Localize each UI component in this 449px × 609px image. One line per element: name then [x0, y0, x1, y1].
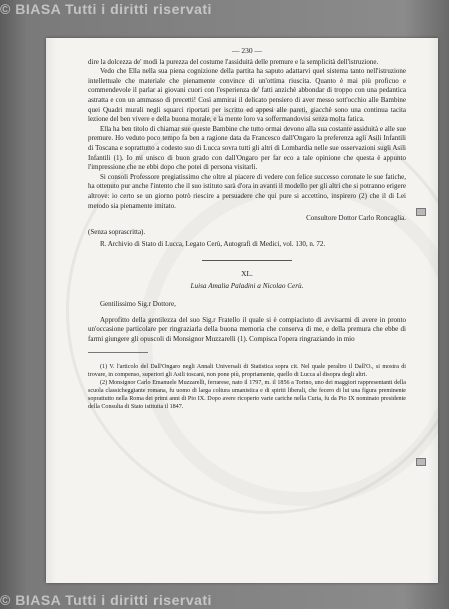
paragraph-4: Si consoli Professore pregiatissimo che oltre al piacere di vedere con felice successo coronate le sue fatiche, ha ottenuto pur anche l'intento che il suo istituto sarà d'ora in avanti il modello per gli altri che si potranno erigere altrove: io certo se un giorno potrò riescire a persuadere che qui pure si accettino, inspirero (2) che il di Lei metodo sia pienamente imitato. — [88, 172, 407, 210]
footnote-2: (2) Monsignor Carlo Emanuele Muzzarelli, ferrarese, nato il 1797, m. il 1856 a Torino, uno dei maggiori rappresentanti della scuola classicheggiante romana, fu uomo di larga coltura umanistica e di spiriti liberali, che fecero di lui una figura preminente soprattutto nella Roma dei primi anni di Pio IX. Dopo avere ricoperto varie cariche nella Curia, fu da Pio IX nominato presidente della Consulta di Stato istituita il 1847. — [88, 380, 406, 411]
footnotes — [88, 363, 406, 411]
paragraph-5: Approfitto della gentilezza del suo Sig.r Fratello il quale si è compiaciuto di avvisarmi di avere in pronto un'occasione particolare per ringraziarla della buona memoria che conserva di me, e della premura che ebbe di farmi giungere gli opuscoli di Monsignor Muzzarelli (1). Compisca l'opera ringraziando in mio — [88, 315, 406, 343]
section-title: Luisa Amalia Paladini a Nicolao Cerù. — [190, 282, 304, 291]
binding-clamp-icon — [416, 458, 426, 466]
archival-source: R. Archivio di Stato di Lucca, Legato Cerù, Autografi di Medici, vol. 130, n. 72. — [100, 240, 326, 249]
section-divider — [202, 260, 292, 261]
page-edge-right — [428, 38, 438, 583]
signature: Consultore Dottor Carlo Roncaglia. — [306, 214, 406, 223]
watermark-top: © BIASA Tutti i diritti riservati — [0, 1, 212, 17]
page-number: — 230 — — [232, 46, 262, 55]
footnote-divider — [88, 352, 148, 353]
letter-greeting: Gentilissimo Sig.r Dottore, — [100, 300, 176, 309]
document-page — [46, 38, 438, 583]
paragraph-1: dire la dolcezza de' modi la purezza del costume l'assiduità delle premure e la semplicità dell'istruzione. — [88, 57, 379, 66]
page-edge-left — [46, 38, 56, 583]
paragraph-3: Ella ha ben titolo di chiamar sue queste Bambine che tutto ormai devono alla sua costante assiduità e alle sue premure. Ho veduto poco tempo fa ben a ragione data da Francesco dall'Ongaro la preferenza agli Asili Infantili di Toscana e soprattutto a codesto suo di Lucca sovra tutti gli altri di Lombardia nelle sue osservazioni sugli Asili Infantili (1). Io mi unisco di buon grado con dall'Ongaro per far eco a tale opinione che questa è appunto l'impressione che ne ebbi dopo che potei di persona visitarli. — [88, 124, 406, 172]
address-note: (Senza soprascritta). — [88, 227, 146, 236]
watermark-bottom: © BIASA Tutti i diritti riservati — [0, 592, 212, 608]
footnote-1: (1) V. l'articolo del Dall'Ongaro negli Annali Universali di Statistica sopra cit. Nel quale peraltro il Dall'O., si mostra di trovare, in compenso, superiori gli Asili toscani, non pone più, propriamente, quello di Lucca al disopra degli altri. — [88, 364, 406, 379]
binding-clamp-icon — [416, 208, 426, 216]
document-content — [88, 46, 406, 411]
section-number: XL. — [241, 268, 253, 278]
paragraph-2: Vedo che Ella nella sua piena cognizione della partita ha saputo adattarvi quel sistema tanto nell'istruzione intellettuale che materiale che pienamente convince di un'ottima riuscita. Quanto è mai più proficuo e commendevole il parlar ai giovani cuori con l'esperienza de' fatti anzichè abbondar di troppo con una pedantica astratta e con un ammasso di precetti! Così ammirai il delicato pensiero di aver messo sott'occhio alle Bambine quei Quadri murali negli squarci riportati per iscritto ed appesi alle pareti, giacchè sono una continua tacita lezione del ben vivere e della buona morale, e la mente loro va soffermandovisi senza molta fatica. — [88, 67, 406, 124]
